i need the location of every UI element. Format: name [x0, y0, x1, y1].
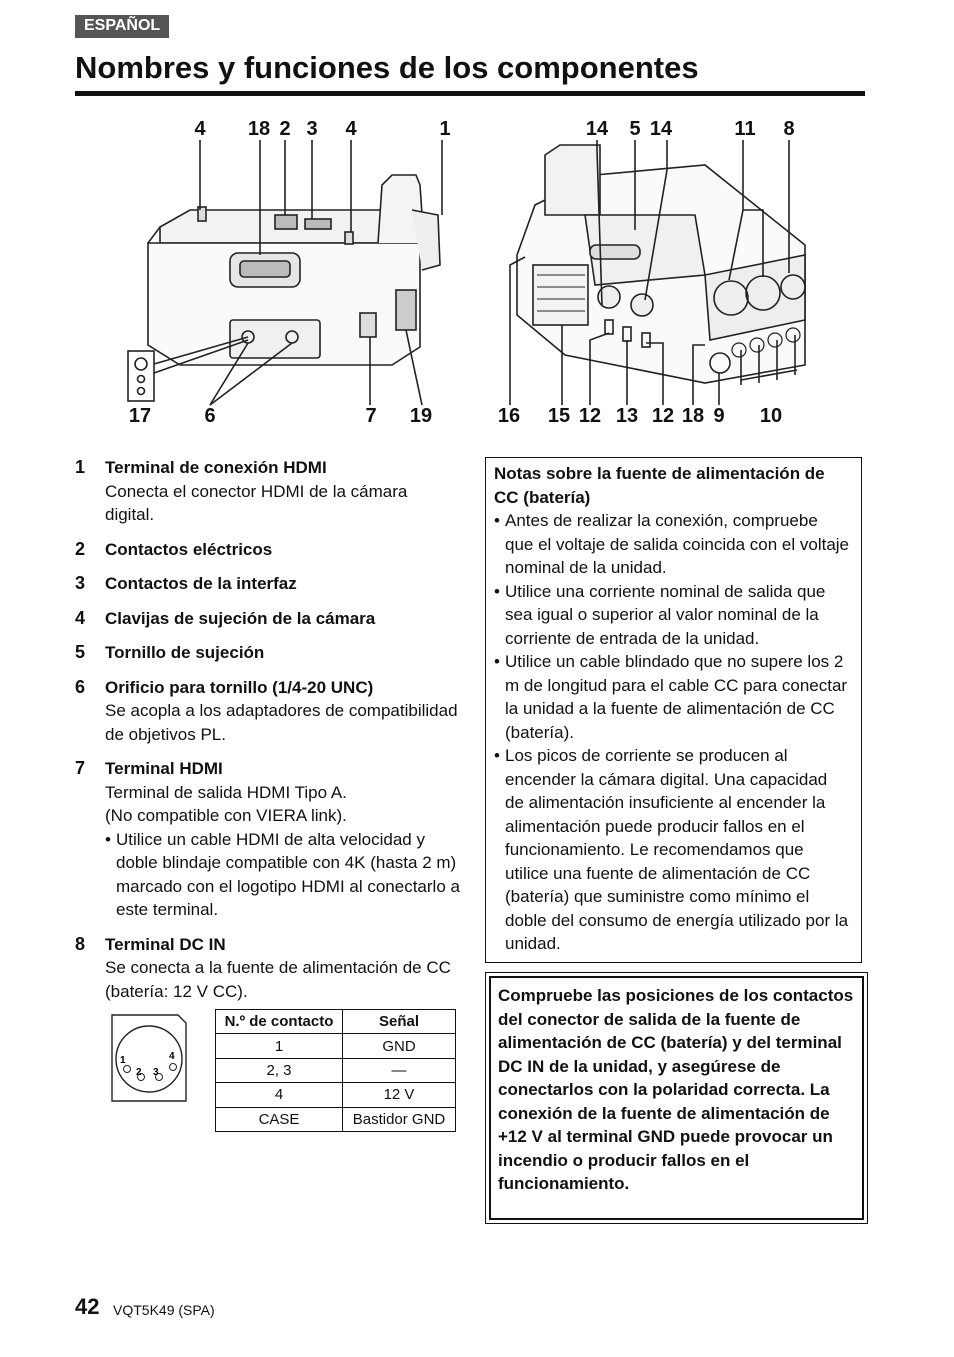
callout-label: 15 — [547, 405, 571, 427]
item-title: Terminal de conexión HDMI — [105, 458, 327, 477]
document-code: VQT5K49 (SPA) — [113, 1302, 215, 1318]
table-cell: GND — [343, 1034, 456, 1058]
callout-label: 5 — [629, 118, 641, 140]
callout-label: 17 — [128, 405, 152, 427]
item-number: 2 — [75, 538, 86, 559]
table-cell: — — [343, 1058, 456, 1082]
callout-label: 19 — [409, 405, 433, 427]
item-number: 6 — [75, 676, 86, 697]
table-cell: Bastidor GND — [343, 1107, 456, 1131]
callout-label: 18 — [681, 405, 705, 427]
callout-label: 8 — [783, 118, 795, 140]
table-cell: 4 — [216, 1083, 343, 1107]
callout-label: 11 — [734, 118, 756, 140]
title-rule — [75, 91, 865, 96]
table-row — [216, 1083, 456, 1107]
callout-label: 10 — [759, 405, 783, 427]
item-description: Se acopla a los adaptadores de compatibilidad de objetivos PL. — [105, 701, 458, 744]
page-title: Nombres y funciones de los componentes — [75, 50, 699, 85]
warning-text: Compruebe las posiciones de los contactos del conector de salida de la fuente de alimentación de CC (batería) y del terminal DC IN de la unidad, y asegúrese de conectarlos con la polaridad correcta. La conexión de la fuente de alimentación de +12 V al terminal GND puede provocar un incendio o producir fallos en el funcionamiento. — [489, 976, 864, 1220]
notes-bullet: • Utilice un cable blindado que no supere los 2 m de longitud para el cable CC para conectar la unidad a la fuente de alimentación de CC (batería). — [494, 650, 850, 744]
pin-table — [215, 1009, 456, 1132]
item-number: 3 — [75, 573, 86, 593]
callout-label: 3 — [306, 118, 318, 140]
table-cell: 1 — [216, 1034, 343, 1058]
notes-bullet: • Utilice una corriente nominal de salida que sea igual o superior al valor nominal de la corriente de entrada de la unidad. — [494, 580, 850, 651]
bullet-text: Antes de realizar la conexión, compruebe que el voltaje de salida coincida con el voltaje nominal de la unidad. — [505, 511, 850, 577]
table-header: N.º de contacto — [216, 1010, 343, 1034]
table-cell: 12 V — [343, 1083, 456, 1107]
list-item — [75, 757, 460, 922]
item-description: (No compatible con VIERA link). — [105, 806, 347, 825]
language-tag: ESPAÑOL — [75, 15, 169, 38]
item-title: Orificio para tornillo (1/4-20 UNC) — [105, 677, 374, 697]
callout-label: 1 — [439, 118, 451, 140]
pin-label: 4 — [169, 1051, 175, 1062]
callout-label: 9 — [713, 405, 725, 427]
notes-title: Notas sobre la fuente de alimentación de CC (batería) — [494, 464, 825, 507]
dc-in-pin-diagram — [108, 1009, 190, 1105]
callout-label: 12 — [651, 405, 675, 427]
item-number: 1 — [75, 457, 86, 477]
list-item — [75, 572, 460, 596]
table-row — [216, 1058, 456, 1082]
callout-label: 2 — [279, 118, 291, 140]
item-title: Contactos de la interfaz — [105, 574, 297, 593]
callout-label: 4 — [345, 118, 357, 140]
notes-bullet: • Los picos de corriente se producen al encender la cámara digital. Una capacidad de alimentación insuficiente al encender la alimentación puede producir fallos en el funcionamiento. Le recomendamos que utilice una fuente de alimentación de CC (batería) que suministre como mínimo el doble del consumo de energía utilizado por la unidad. — [494, 744, 850, 956]
list-item — [75, 456, 460, 527]
item-title: Terminal HDMI — [105, 759, 223, 778]
table-row — [216, 1107, 456, 1131]
callout-label: 13 — [615, 405, 639, 427]
item-description: Conecta el conector HDMI de la cámara digital. — [105, 481, 408, 524]
list-item — [75, 933, 460, 1004]
item-title: Tornillo de sujeción — [105, 643, 265, 662]
item-title: Clavijas de sujeción de la cámara — [105, 608, 376, 628]
callout-label: 14 — [585, 118, 609, 140]
left-device-illustration — [120, 115, 460, 430]
table-cell: CASE — [216, 1107, 343, 1131]
item-number: 7 — [75, 758, 86, 778]
callout-label: 4 — [194, 118, 206, 140]
callout-label: 7 — [365, 405, 377, 427]
notes-box — [485, 457, 862, 963]
bullet-text: Utilice una corriente nominal de salida que sea igual o superior al valor nominal de la corriente de entrada de la unidad. — [505, 581, 826, 648]
callout-label: 12 — [578, 405, 602, 427]
list-item — [75, 607, 460, 631]
item-description: Se conecta a la fuente de alimentación de CC (batería: 12 V CC). — [105, 958, 451, 1001]
pin-label: 3 — [153, 1067, 159, 1078]
item-number: 4 — [75, 607, 86, 628]
callout-label: 6 — [204, 405, 216, 427]
callout-label: 16 — [497, 405, 521, 427]
item-number: 8 — [75, 933, 86, 954]
bullet-text: Utilice un cable blindado que no supere los 2 m de longitud para el cable CC para conectar la unidad a la fuente de alimentación de CC (batería). — [505, 652, 848, 742]
callout-label: 14 — [649, 118, 673, 140]
item-title: Contactos eléctricos — [105, 539, 273, 559]
pin-label: 2 — [136, 1067, 142, 1078]
bullet-text: Utilice un cable HDMI de alta velocidad y doble blindaje compatible con 4K (hasta 2 m) marcado con el logotipo HDMI al conectarlo a este terminal. — [116, 829, 460, 919]
table-cell: 2, 3 — [216, 1058, 343, 1082]
bullet-note: • Utilice un cable HDMI de alta velocidad y doble blindaje compatible con 4K (hasta 2 m) marcado con el logotipo HDMI al conectarlo a este terminal. — [105, 828, 460, 922]
item-number: 5 — [75, 642, 86, 662]
component-list — [75, 456, 460, 1014]
warning-box — [485, 972, 868, 1224]
table-header: Señal — [343, 1010, 456, 1034]
item-title: Terminal DC IN — [105, 934, 226, 954]
list-item — [75, 538, 460, 562]
item-description: Terminal de salida HDMI Tipo A. — [105, 782, 347, 802]
bullet-text: Los picos de corriente se producen al encender la cámara digital. Una capacidad de alimentación insuficiente al encender la alimentación puede producir fallos en el funcionamiento. Le recomendamos que utilice una fuente de alimentación de CC (batería) que suministre como mínimo el doble del consumo de energía utilizado por la unidad. — [505, 746, 849, 953]
pin-label: 1 — [120, 1055, 126, 1066]
list-item — [75, 641, 460, 665]
callout-label: 18 — [247, 118, 271, 140]
list-item — [75, 676, 460, 747]
table-row — [216, 1034, 456, 1058]
page-number: 42 — [75, 1294, 100, 1319]
notes-bullet: • Antes de realizar la conexión, compruebe que el voltaje de salida coincida con el voltaje nominal de la unidad. — [494, 509, 850, 580]
right-device-illustration — [505, 115, 825, 430]
